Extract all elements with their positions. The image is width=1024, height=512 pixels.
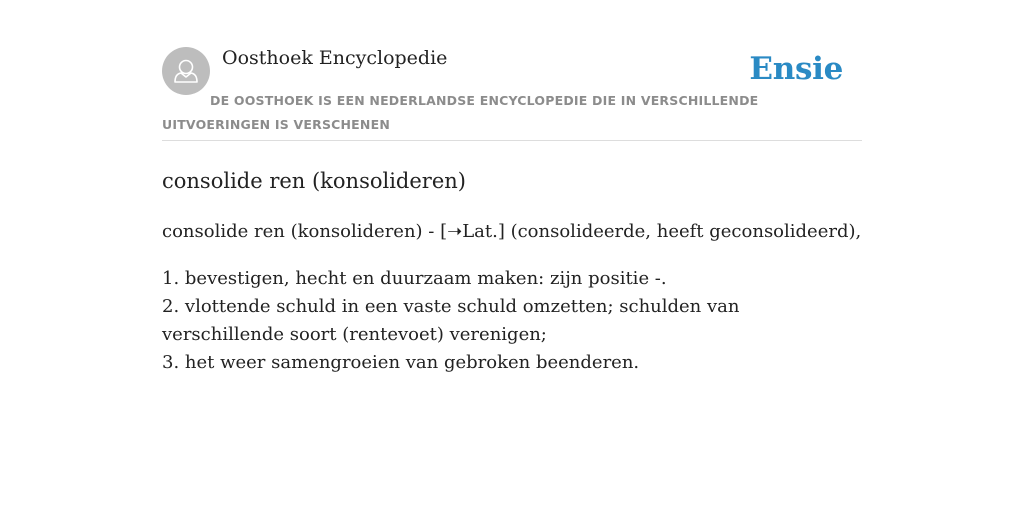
sense-item: 1. bevestigen, hecht en duurzaam maken: zijn positie -. [162,268,667,289]
user-avatar-icon[interactable] [162,47,210,95]
definition-senses [162,265,862,377]
sense-item: 3. het weer samengroeien van gebroken beenderen. [162,352,640,373]
entry-definition [162,218,862,377]
brand-logo-link[interactable]: Ensie [749,51,843,87]
source-header [162,46,862,141]
definition-lead: consolide ren (konsolideren) - [➝Lat.] (consolideerde, heeft geconsolideerd), [162,221,862,242]
source-name-link[interactable]: Oosthoek Encyclopedie [222,47,448,69]
page-container [162,46,862,377]
source-tagline: DE OOSTHOEK IS EEN NEDERLANDSE ENCYCLOPEDIE DIE IN VERSCHILLENDE UITVOERINGEN IS VERSCHENEN [162,93,759,132]
entry-title: consolide ren (konsolideren) [162,169,466,193]
sense-item: 2. vlottende schuld in een vaste schuld omzetten; schulden van verschillende soort (rentevoet) verenigen; [162,296,740,345]
